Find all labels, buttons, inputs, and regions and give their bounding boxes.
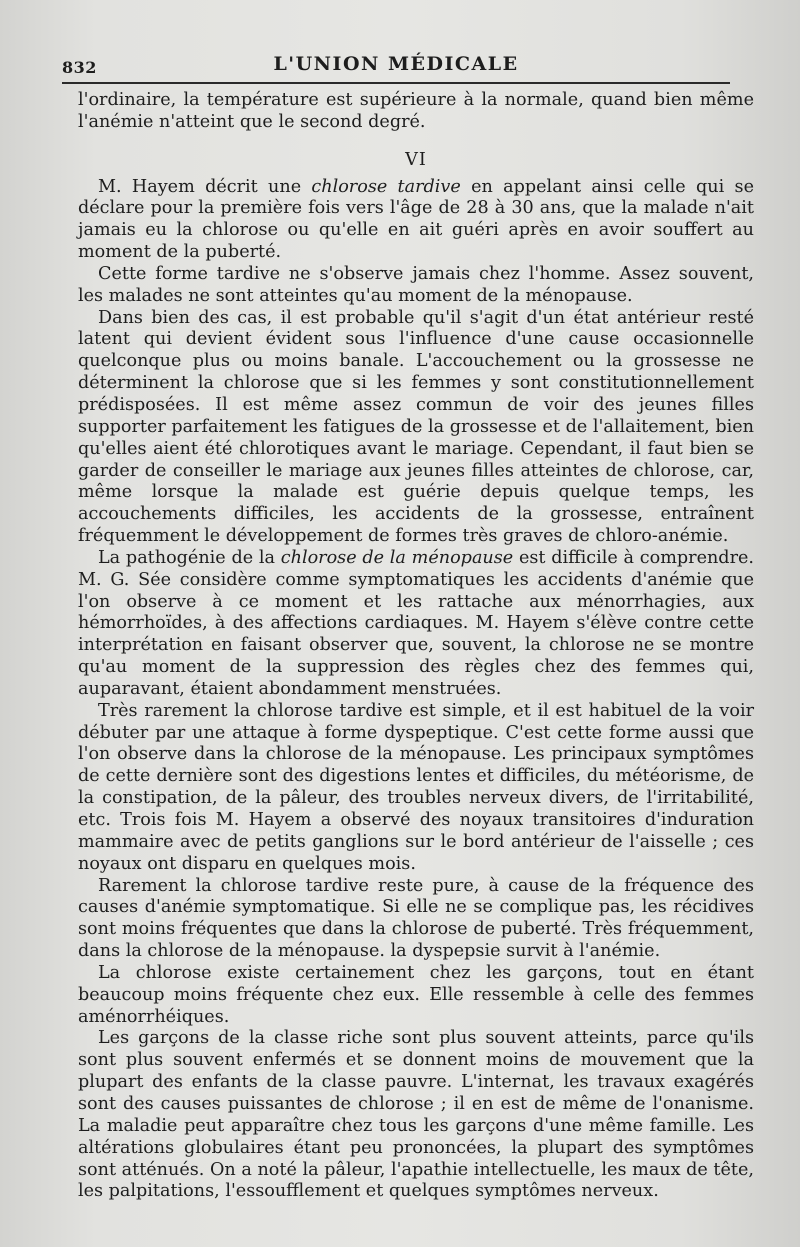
paragraph-rarement: Rarement la chlorose tardive reste pure, à cause de la fréquence des causes d'anémie symptomatique. Si elle ne se complique pas, les récidives sont moins fréquentes que dans la chlorose de puberté. Très fréquemment, dans la chlorose de la ménopause. la dyspepsie survit à l'anémie. bbox=[78, 875, 754, 962]
page-number: 832 bbox=[62, 58, 97, 77]
italic-term: chlorose de la ménopause bbox=[280, 547, 514, 568]
italic-term: chlorose tardive bbox=[311, 176, 461, 197]
paragraph-continued: l'ordinaire, la température est supérieure à la normale, quand bien même l'anémie n'atteint que le second degré. bbox=[78, 90, 754, 132]
running-title: L'UNION MÉDICALE bbox=[273, 53, 519, 75]
paragraph-pathogenie bbox=[78, 548, 754, 701]
paragraph-classe-riche: Les garçons de la classe riche sont plus souvent atteints, parce qu'ils sont plus souvent enfermés et se donnent moins de mouvement que la plupart des enfants de la classe pauvre. L'internat, les travaux exagérés sont des causes puissantes de chlorose ; il en est de même de l'onanisme. La maladie peut apparaître chez tous les garçons d'une même famille. Les altérations globulaires étant peu prononcées, la plupart des symptômes sont atténués. On a noté la pâleur, l'apathie intellectuelle, les maux de tête, les palpitations, l'essoufflement et quelques symptômes nerveux. bbox=[78, 1028, 754, 1202]
paragraph-text: en appelant ainsi celle qui se déclare pour la première fois vers l'âge de 28 à 30 ans, que la malade n'ait jamais eu la chlorose ou qu'elle en ait guéri après en avoir souffert au moment de la puberté. bbox=[78, 176, 754, 263]
paragraph-etat-anterieur: Dans bien des cas, il est probable qu'il s'agit d'un état antérieur resté latent qui devient évident sous l'influence d'une cause occasionnelle quelconque plus ou moins banale. L'accouchement ou la grossesse ne déterminent la chlorose que si les femmes y sont constitutionnellement prédisposées. Il est même assez commun de voir des jeunes filles supporter parfaitement les fatigues de la grossesse et de l'allaitement, bien qu'elles aient été chlorotiques avant le mariage. Cependant, il faut bien se garder de conseiller le mariage aux jeunes filles atteintes de chlorose, car, même lorsque la malade est guérie depuis quelque temps, les accouchements difficiles, les accidents de la grossesse, entraînent fréquemment le développement de formes très graves de chloro-anémie. bbox=[78, 307, 754, 547]
paragraph-garcons: La chlorose existe certainement chez les garçons, tout en étant beaucoup moins fréquente chez eux. Elle ressemble à celle des femmes aménorrhéiques. bbox=[78, 962, 754, 1027]
paragraph-text: M. Hayem décrit une bbox=[98, 176, 312, 197]
body-text bbox=[78, 90, 754, 1203]
section-number: VI bbox=[405, 149, 427, 170]
paragraph-text: est difficile à comprendre. M. G. Sée considère comme symptomatiques les accidents d'anémie que l'on observe à ce moment et les rattache aux ménorrhagies, aux hémorrhoïdes, à des affections cardiaques. M. Hayem s'élève contre cette interprétation en faisant observer que, souvent, la chlorose ne se montre qu'au moment de la suppression des règles chez des femmes qui, auparavant, étaient abondamment menstruées. bbox=[78, 547, 754, 699]
paragraph-tres-rarement: Très rarement la chlorose tardive est simple, et il est habituel de la voir débuter par une attaque à forme dyspeptique. C'est cette forme aussi que l'on observe dans la chlorose de la ménopause. Les principaux symptômes de cette dernière sont des digestions lentes et difficiles, du météorisme, de la constipation, de la pâleur, des troubles nerveux divers, de l'irritabilité, etc. Trois fois M. Hayem a observé des noyaux transitoires d'induration mammaire avec de petits ganglions sur le bord antérieur de l'aisselle ; ces noyaux ont disparu en quelques mois. bbox=[78, 700, 754, 874]
paragraph-text: La pathogénie de la bbox=[98, 547, 281, 568]
page-header bbox=[62, 50, 730, 80]
header-rule bbox=[62, 82, 730, 84]
paragraph-forme-tardive: Cette forme tardive ne s'observe jamais chez l'homme. Assez souvent, les malades ne sont atteintes qu'au moment de la ménopause. bbox=[78, 263, 754, 306]
paragraph-hayem-tardive bbox=[78, 177, 754, 264]
